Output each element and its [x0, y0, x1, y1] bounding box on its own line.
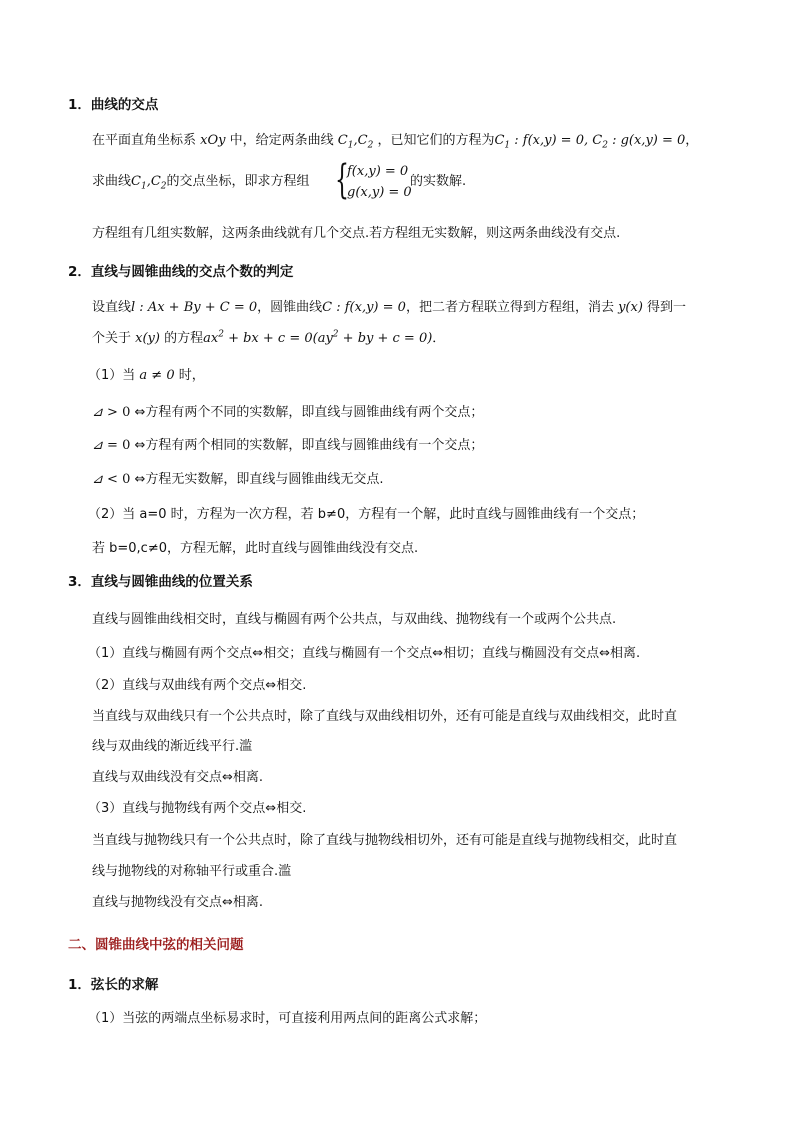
parabola-two-points: （3）直线与抛物线有两个交点⇔相交. [88, 801, 307, 816]
parabola-one-point-line-2: 线与抛物线的对称轴平行或重合.滥 [92, 864, 292, 879]
paragraph-1-line-2a: 求曲线$C_1,C_2$的交点坐标，即求方程组 [92, 174, 310, 192]
chord-length-method-1: （1）当弦的两端点坐标易求时，可直接利用两点间的距离公式求解； [88, 1011, 487, 1026]
paragraph-1-line-1: 在平面直角坐标系 xOy 中，给定两条曲线 $C_1,C_2$ ，已知它们的方程为$C_1$ : f(x,y) = 0, $C_2$ : g(x,y) = 0， [92, 133, 699, 151]
section-heading-chord: 二、圆锥曲线中弦的相关问题 [68, 937, 244, 953]
section-heading-chord-length: 1．弦长的求解 [68, 977, 159, 993]
case-3: 若 b=0,c≠0，方程无解，此时直线与圆锥曲线没有交点. [92, 541, 419, 556]
paragraph-3-line-1: 直线与圆锥曲线相交时，直线与椭圆有两个公共点，与双曲线、抛物线有一个或两个公共点. [92, 612, 617, 627]
section-heading-position: 3．直线与圆锥曲线的位置关系 [68, 574, 253, 590]
left-brace: { [335, 157, 349, 203]
case-2: （2）当 a=0 时，方程为一次方程，若 b≠0，方程有一个解，此时直线与圆锥曲线有一个交点； [88, 507, 645, 522]
hyperbola-one-point-line-1: 当直线与双曲线只有一个公共点时，除了直线与双曲线相切外，还有可能是直线与双曲线相交，此时直 [92, 709, 678, 724]
paragraph-1-line-3: 方程组有几组实数解，这两条曲线就有几个交点.若方程组无实数解，则这两条曲线没有交点. [92, 226, 621, 241]
delta-zero: ⊿ = 0 ⇔方程有两个相同的实数解，即直线与圆锥曲线有一个交点； [92, 438, 484, 453]
paragraph-2-line-2: 个关于 x(y) 的方程$ax^2$ + bx + $c = 0(ay^2$ + by + c = 0)． [92, 329, 446, 346]
case-1: （1）当 a ≠ 0 时， [88, 368, 205, 383]
paragraph-2-line-1: 设直线l : Ax + By + C = 0，圆锥曲线C : f(x,y) = 0，把二者方程联立得到方程组，消去 y(x) 得到一 [92, 300, 687, 315]
delta-positive: ⊿ > 0 ⇔方程有两个不同的实数解，即直线与圆锥曲线有两个交点； [92, 405, 484, 420]
parabola-no-point: 直线与抛物线没有交点⇔相离. [92, 895, 264, 910]
hyperbola-no-point: 直线与双曲线没有交点⇔相离. [92, 770, 264, 785]
hyperbola-two-points: （2）直线与双曲线有两个交点⇔相交. [88, 678, 307, 693]
section-heading-count: 2．直线与圆锥曲线的交点个数的判定 [68, 264, 294, 280]
paragraph-1-line-2b: 的实数解. [410, 174, 467, 189]
equation-g: g(x,y) = 0 [347, 185, 412, 200]
hyperbola-one-point-line-2: 线与双曲线的渐近线平行.滥 [92, 739, 253, 754]
section-heading-intersection: 1．曲线的交点 [68, 97, 159, 113]
parabola-one-point-line-1: 当直线与抛物线只有一个公共点时，除了直线与抛物线相切外，还有可能是直线与抛物线相交，此时直 [92, 833, 678, 848]
equation-f: f(x,y) = 0 [347, 164, 409, 179]
delta-negative: ⊿ < 0 ⇔方程无实数解，即直线与圆锥曲线无交点. [92, 472, 384, 487]
ellipse-relations: （1）直线与椭圆有两个交点⇔相交；直线与椭圆有一个交点⇔相切；直线与椭圆没有交点⇔相离. [88, 646, 641, 661]
